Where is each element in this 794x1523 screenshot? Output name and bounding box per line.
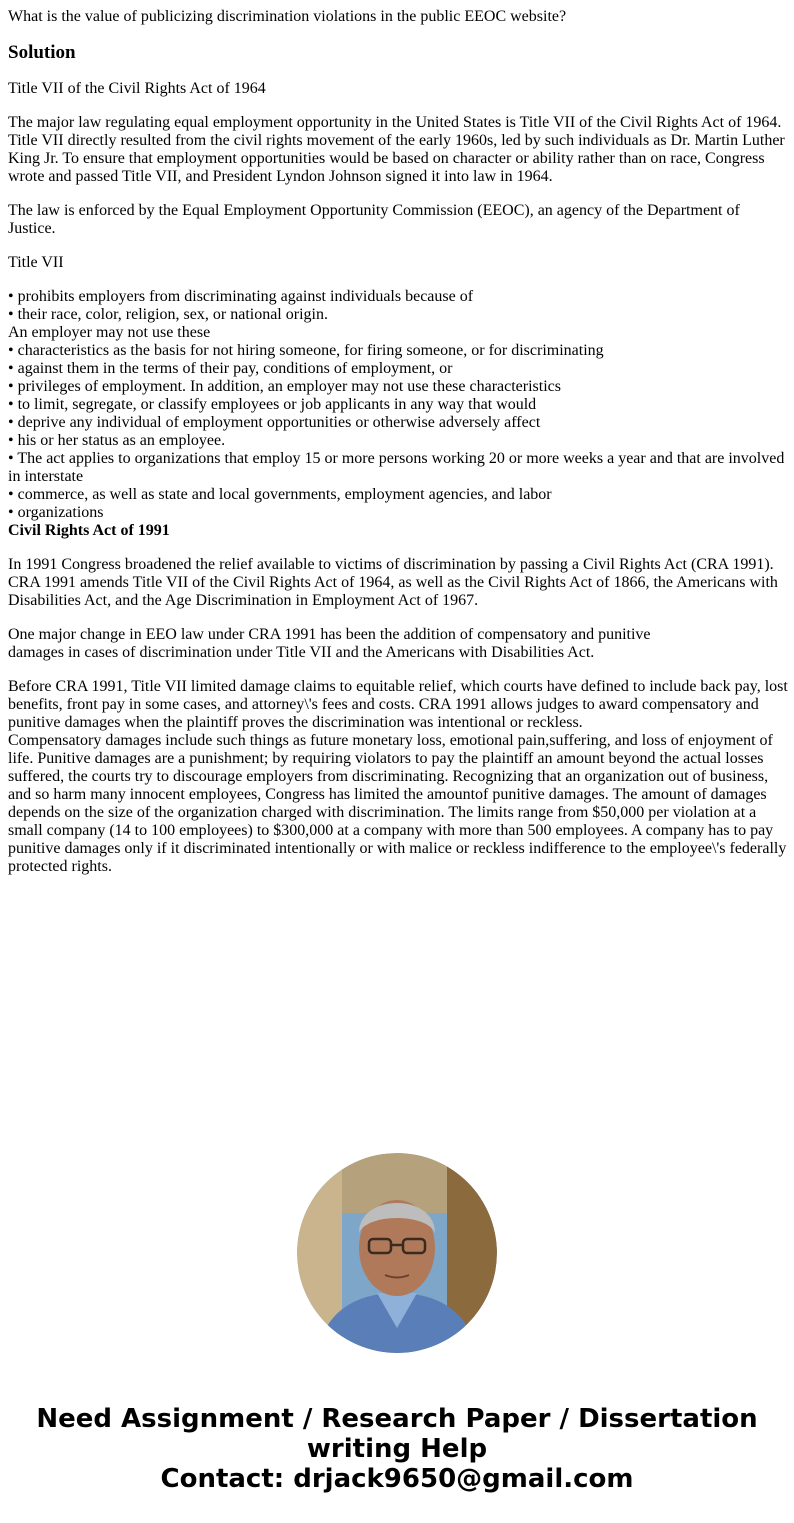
paragraph-damages-part2: Compensatory damages include such things as future monetary loss, emotional pain,suffering, and loss of enjoyment of life. Punitive damages are a punishment; by requiring violators to pay the plaintiff an amount beyond the actual losses suffered, the courts try to discourage employers from discriminating. Recognizing that an organization out of business, and so harm many innocent employees, Congress has limited the amountof punitive damages. The amount of damages depends on the size of the organization charged with discrimination. The limits range from $50,000 per violation at a small company (14 to 100 employees) to $300,000 at a company with more than 500 employees. A company has to pay punitive damages only if it discriminated intentionally or with malice or reckless indifference to the employee\'s federally protected rights.	[8, 732, 787, 875]
paragraph-damages	[8, 678, 788, 876]
list-item: An employer may not use these	[8, 324, 211, 341]
section-title-vii-1964: Title VII of the Civil Rights Act of 1964	[8, 80, 266, 97]
promo-footer	[0, 1404, 794, 1494]
author-avatar	[297, 1153, 497, 1353]
section-title-vii: Title VII	[8, 254, 64, 271]
promo-line-1: Need Assignment / Research Paper / Dissertation	[36, 1404, 758, 1434]
paragraph-major-change	[8, 626, 788, 662]
list-item: • against them in the terms of their pay, conditions of employment, or	[8, 360, 453, 377]
list-item: • prohibits employers from discriminating against individuals because of	[8, 288, 474, 305]
paragraph-major-change-line2: damages in cases of discrimination under Title VII and the Americans with Disabilities Act.	[8, 644, 595, 661]
list-item: • their race, color, religion, sex, or national origin.	[8, 306, 328, 323]
paragraph-damages-part1: Before CRA 1991, Title VII limited damage claims to equitable relief, which courts have defined to include back pay, lost benefits, front pay in some cases, and attorney\'s fees and costs. CRA 1991 allows judges to award compensatory and punitive damages when the plaintiff proves the discrimination was intentional or reckless.	[8, 678, 788, 731]
paragraph-major-change-line1: One major change in EEO law under CRA 1991 has been the addition of compensatory and punitive	[8, 626, 651, 643]
document-body	[8, 8, 788, 892]
list-item: • his or her status as an employee.	[8, 432, 226, 449]
list-item: • deprive any individual of employment opportunities or otherwise adversely affect	[8, 414, 541, 431]
solution-heading: Solution	[8, 42, 76, 63]
list-item: • privileges of employment. In addition, an employer may not use these characteristics	[8, 378, 561, 395]
paragraph-enforcement: The law is enforced by the Equal Employment Opportunity Commission (EEOC), an agency of the Department of Justice.	[8, 202, 740, 237]
promo-line-2: writing Help	[306, 1434, 488, 1464]
question-text: What is the value of publicizing discrimination violations in the public EEOC website?	[8, 8, 567, 25]
paragraph-cra-1991: In 1991 Congress broadened the relief available to victims of discrimination by passing a Civil Rights Act (CRA 1991). CRA 1991 amends Title VII of the Civil Rights Act of 1964, as well as the Civil Rights Act of 1866, the Americans with Disabilities Act, and the Age Discrimination in Employment Act of 1967.	[8, 556, 778, 609]
title-vii-bullet-list	[8, 288, 788, 540]
list-item: • organizations	[8, 504, 104, 521]
list-item: • The act applies to organizations that employ 15 or more persons working 20 or more weeks a year and that are involved in interstate	[8, 450, 785, 485]
paragraph-major-law: The major law regulating equal employment opportunity in the United States is Title VII of the Civil Rights Act of 1964. Title VII directly resulted from the civil rights movement of the early 1960s, led by such individuals as Dr. Martin Luther King Jr. To ensure that employment opportunities would be based on character or ability rather than on race, Congress wrote and passed Title VII, and President Lyndon Johnson signed it into law in 1964.	[8, 114, 785, 185]
cra-1991-heading: Civil Rights Act of 1991	[8, 522, 170, 539]
promo-contact: Contact: drjack9650@gmail.com	[160, 1464, 634, 1494]
author-photo-icon	[297, 1153, 497, 1353]
list-item: • commerce, as well as state and local governments, employment agencies, and labor	[8, 486, 552, 503]
list-item: • to limit, segregate, or classify employees or job applicants in any way that would	[8, 396, 537, 413]
list-item: • characteristics as the basis for not hiring someone, for firing someone, or for discriminating	[8, 342, 604, 359]
